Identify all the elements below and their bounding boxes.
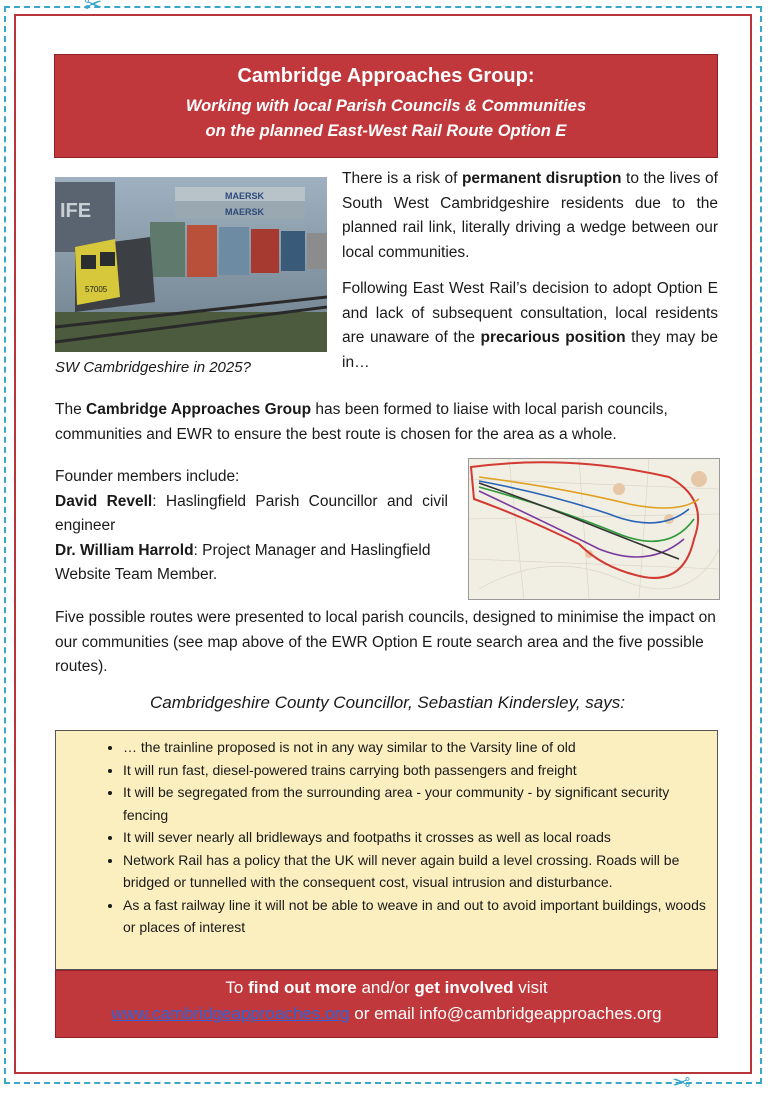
footer-line-1: To find out more and/or get involved visit	[225, 978, 548, 997]
scissors-icon: ✂	[84, 0, 103, 17]
founder-william-harrold: Dr. William Harrold: Project Manager and Haslingfield Website Team Member.	[55, 541, 431, 583]
banner-subtitle	[55, 94, 717, 144]
councillor-points-box	[55, 730, 718, 970]
banner-title: Cambridge Approaches Group:	[237, 65, 535, 87]
founders-heading: Founder members include:	[55, 468, 240, 485]
councillor-points-list	[56, 736, 707, 939]
intro-text	[342, 167, 718, 387]
list-item: • It will run fast, diesel-powered trains carrying both passengers and freight	[123, 759, 707, 782]
container-label: MAERSK	[225, 207, 265, 217]
councillor-quote-heading: Cambridgeshire County Councillor, Sebastian Kindersley, says:	[150, 693, 625, 712]
intro-paragraph-2: Following East West Rail’s decision to adopt Option E and lack of subsequent consultation, local residents are unaware of the precarious position they may be in…	[342, 280, 718, 371]
banner-subtitle-line1: Working with local Parish Councils & Communities	[185, 97, 587, 115]
founder-david-revell: David Revell: Haslingfield Parish Councillor and civil engineer	[55, 492, 448, 534]
scissors-icon: ✂	[672, 1069, 691, 1094]
five-routes-paragraph: Five possible routes were presented to local parish councils, designed to minimise the impact on our communities (see map above of the EWR Option E route search area and the five possible routes).	[55, 609, 716, 675]
svg-text:IFE: IFE	[60, 200, 92, 222]
photo-caption: SW Cambridgeshire in 2025?	[55, 359, 251, 376]
call-to-action-banner	[55, 970, 718, 1038]
list-item: • It will sever nearly all bridleways and footpaths it crosses as well as local roads	[123, 826, 707, 849]
list-item: • Network Rail has a policy that the UK will never again build a level crossing. Roads will be bridged or tunnelled with the consequent cost, visual intrusion and disturbance.	[123, 849, 707, 894]
banner-subtitle-line2: on the planned East-West Rail Route Option E	[205, 122, 567, 140]
group-formed-paragraph: The Cambridge Approaches Group has been formed to liaise with local parish councils, communities and EWR to ensure the best route is chosen for the area as a whole.	[55, 401, 668, 443]
list-item: • As a fast railway line it will not be able to weave in and out to avoid important buildings, woods or places of interest	[123, 894, 707, 939]
freight-train-illustration	[55, 177, 327, 352]
email-text[interactable]: or email info@cambridgeapproaches.org	[349, 1004, 662, 1023]
locomotive-number: 57005	[85, 285, 108, 294]
website-link[interactable]: www.cambridgeapproaches.org	[111, 1004, 350, 1023]
intro-paragraph-1: There is a risk of permanent disruption to the lives of South West Cambridgeshire residents due to the planned rail link, literally driving a wedge between our local communities.	[342, 170, 718, 261]
route-map	[468, 458, 720, 600]
container-label: MAERSK	[225, 191, 265, 201]
footer-line-2	[56, 1004, 717, 1024]
founder-members	[55, 465, 448, 588]
route-map-illustration	[469, 459, 719, 599]
list-item: • It will be segregated from the surrounding area - your community - by significant security fencing	[123, 781, 707, 826]
freight-train-photo	[55, 177, 327, 352]
list-item: • … the trainline proposed is not in any way similar to the Varsity line of old	[123, 736, 707, 759]
title-banner	[54, 54, 718, 158]
